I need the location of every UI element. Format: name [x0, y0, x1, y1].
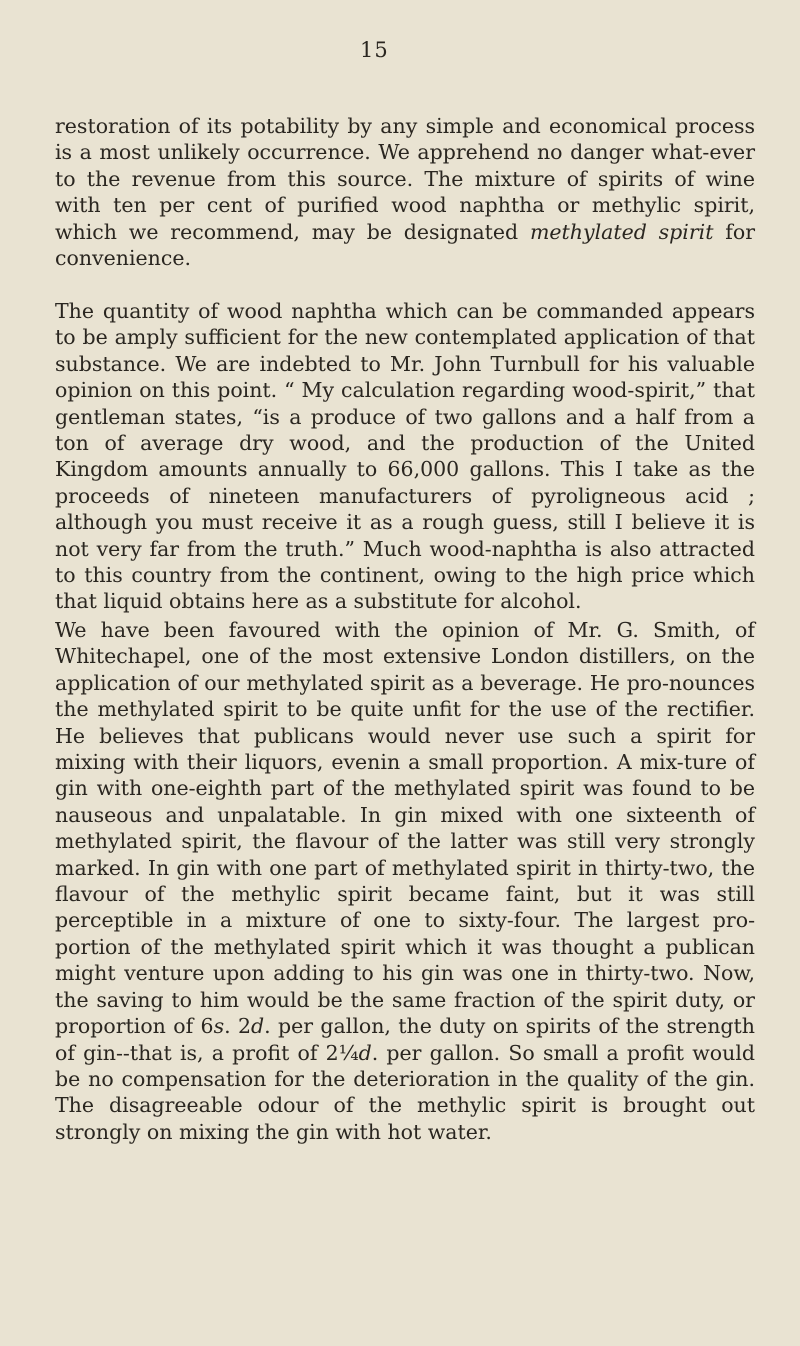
- pence-abbrev-2: d: [358, 1040, 372, 1065]
- paragraph-2: The quantity of wood naphtha which can be commanded appears to be amply sufficient for the new contemplated application of that substance. We are indebted to Mr. John Turnbull for his valuable opinion on this point. “ My calculation regarding wood-spirit,” that gentleman states, “is a produce of two gallons and a half from a ton of average dry wood, and the production of the United Kingdom amounts annually to 66,000 gallons. This I take as the proceeds of nineteen manufacturers of pyroligneous acid ; although you must receive it as a rough guess, still I believe it is not very far from the truth.” Much wood-naphtha is also attracted to this country from the continent, owing to the high price which that liquid obtains here as a substitute for alcohol.: [55, 299, 755, 614]
- paragraph-3-text-a: We have been favoured with the opinion of Mr. G. Smith, of Whitechapel, one of the most extensive London distillers, on the application of our methylated spirit as a beverage. He pro-nounces the methylated spirit to be quite unfit for the use of the rectifier. He believes that publicans would never use such a spirit for mixing with their liquors, evenin a small proportion. A mix-ture of gin with one-eighth part of the methylated spirit was found to be nauseous and unpalatable. In gin mixed with one sixteenth of methylated spirit, the flavour of the latter was still very strongly marked. In gin with one part of methylated spirit in thirty-two, the flavour of the methylic spirit became faint, but it was still perceptible in a mixture of one to sixty-four. The largest pro-portion of the methylated spirit which it was thought a publican might venture upon adding to his gin was one in thirty-two. Now, the saving to him would be the same fraction of the spirit duty, or proportion of 6: [55, 618, 755, 1039]
- paragraph-3-text-d: . per gallon. So small a profit would be no compensation for the deterioration in the quality of the gin. The disagreeable odour of the methylic spirit is brought out strongly on mixing the gin with hot water.: [55, 1040, 756, 1144]
- shillings-abbrev: s: [213, 1014, 225, 1039]
- paragraph-1-text-end: for convenience.: [55, 219, 755, 271]
- page-number: 15: [360, 38, 389, 62]
- paragraph-1-text-start: restoration of its potability by any simple and economical process is a most unlikely occurrence. We apprehend no danger what-ever to the revenue from this source. The mixture of spirits of wine with ten per cent of purified wood naphtha or methylic spirit, which we recommend, may be designated: [55, 114, 755, 244]
- paragraph-3-text-b: . 2: [224, 1014, 252, 1039]
- paragraph-1-italic-term: methylated spirit: [529, 219, 714, 244]
- pence-abbrev-1: d: [251, 1014, 265, 1039]
- paragraph-3-text-c: . per gallon, the duty on spirits of the strength of gin--that is, a profit of 2¼: [55, 1014, 755, 1065]
- paragraph-1: [55, 113, 755, 271]
- paragraph-3: [55, 617, 755, 1145]
